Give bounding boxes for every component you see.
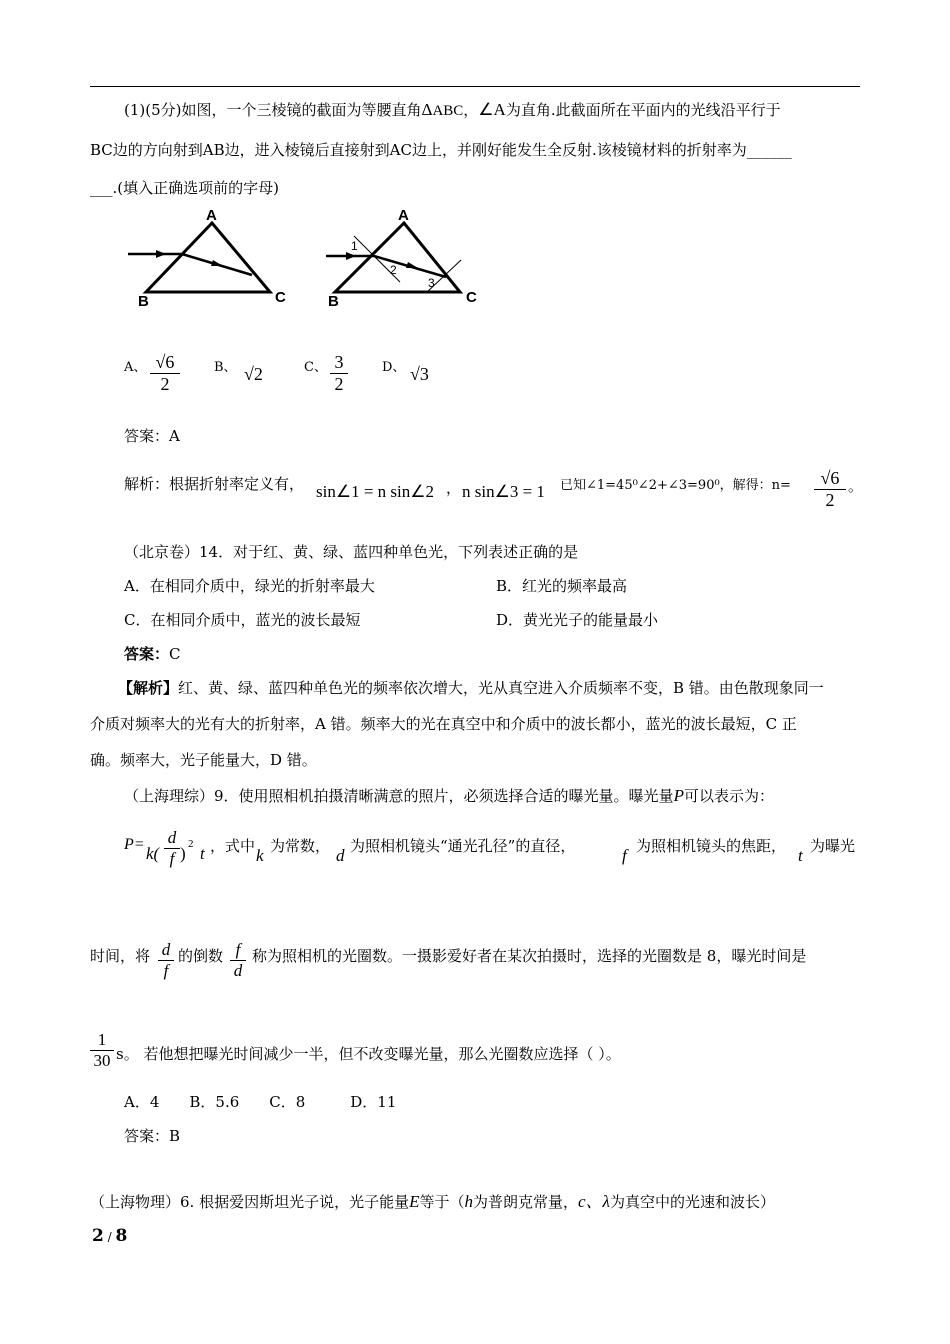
q3-t: t: [798, 846, 803, 865]
q1-angle-a: ∠A: [478, 100, 506, 119]
q3-formula-d: d: [167, 828, 177, 847]
top-rule: [90, 86, 860, 87]
q1-line2: BC边的方向射到AB边，进入棱镜后直接射到AC边上，并刚好能发生全反射.该棱镜材料的折射率为______: [90, 141, 792, 159]
arrow-head: [346, 252, 356, 260]
q3-time-den: 30: [93, 1051, 111, 1070]
q1-opt-b-label: B、: [214, 360, 237, 375]
q3-text-5: 为曝光: [810, 837, 856, 855]
q3-options: A．4 B．5.6 C．8 D．11: [124, 1093, 397, 1111]
q3-text-1: ，式中: [210, 837, 256, 855]
q3-formula-f: f: [169, 849, 175, 868]
q3-k: k: [256, 846, 264, 865]
q1-comma: ，: [446, 479, 462, 497]
prism-triangle: [146, 223, 270, 292]
q3-formula-p: P=: [124, 836, 145, 853]
q1-n-den: 2: [825, 490, 835, 510]
q1-opt-c-label: C、: [304, 360, 327, 375]
q1-opt-c-den: 2: [334, 374, 344, 394]
q1-end: 。: [848, 477, 864, 495]
q3-line2-c: 称为照相机的光圈数。一摄影爱好者在某次拍摄时，选择的光圈数是 8，曝光时间是: [252, 947, 807, 965]
q3-frac2-num: f: [235, 940, 241, 959]
q1-opt-c-num: 3: [334, 352, 344, 372]
q3-p: P: [673, 786, 684, 805]
q4-e: E: [409, 1192, 420, 1211]
arrow-head: [406, 262, 418, 268]
q2-analysis-3: 确。频率大，光子能量大，D 错。: [90, 751, 317, 769]
prism-figure-right: [318, 205, 488, 310]
q1-opt-d-val: √3: [410, 364, 429, 384]
vertex-b: B: [138, 293, 149, 310]
q1-opt-a-num: √6: [155, 352, 175, 372]
q2-analysis-text: 红、黄、绿、蓝四种单色光的频率依次增大，光从真空进入介质频率不变，B 错。由色散现象同一: [178, 679, 824, 697]
q1-opt-a-label: A、: [124, 360, 147, 375]
q1-opt-d-label: D、: [382, 360, 406, 375]
q3-title-a: （上海理综）9．使用照相机拍摄清晰满意的照片，必须选择合适的曝光量。曝光量: [124, 787, 674, 805]
q1-delta: Δ: [421, 100, 433, 119]
q3-d: d: [336, 846, 345, 865]
vertex-a: A: [206, 207, 217, 224]
page-current: 2: [92, 1226, 104, 1246]
q3-time-frac: [90, 1030, 114, 1071]
angle-label-3: 3: [428, 276, 435, 290]
q3-frac1-den: f: [163, 961, 169, 980]
prism-figure-left: [120, 205, 300, 310]
q2-analysis-label: 【解析】: [118, 679, 179, 697]
q1-answer: 答案：A: [124, 427, 180, 445]
q3-formula-sq: 2: [188, 838, 194, 850]
q2-answer: [124, 644, 181, 664]
q1-line1-a: (1)(5分)如图，一个三棱镜的截面为等腰直角: [124, 101, 422, 119]
q4-text-b: 等于（: [419, 1193, 465, 1211]
q3-title: [124, 786, 774, 806]
q1-opt-b-val: √2: [244, 364, 263, 384]
page-total: 8: [115, 1226, 128, 1246]
vertex-a: A: [398, 207, 409, 224]
q3-frac2-den: d: [233, 961, 243, 980]
q1-opt-c-frac: [330, 352, 348, 395]
q2-analysis-1: [118, 678, 824, 698]
q3-answer-text: 答案：B: [124, 1127, 181, 1145]
q2-opt-a: A．在相同介质中，绿光的折射率最大: [124, 577, 375, 595]
q3-frac1: [158, 940, 174, 981]
q1-eq1: sin∠1 = n sin∠2: [316, 482, 434, 501]
q3-frac1-num: d: [161, 940, 171, 959]
angle-label-1: 1: [351, 239, 358, 253]
q3-formula-k: k(: [146, 844, 160, 863]
q1-abc: ABC，: [432, 103, 479, 119]
page-number: [92, 1226, 127, 1246]
q2-analysis-2: 介质对频率大的光有大的折射率，A 错。频率大的光在真空中和介质中的波长都小，蓝光的波长最短，C 正: [90, 715, 797, 733]
q4-h: h: [464, 1192, 473, 1211]
arrow-head: [156, 250, 166, 258]
q2-answer-label: 答案：: [124, 645, 170, 663]
q2-opt-d: D．黄光光子的能量最小: [496, 611, 659, 629]
q1-line1-b: 为直角.此截面所在平面内的光线沿平行于: [505, 101, 781, 119]
vertex-c: C: [466, 289, 477, 306]
angle-label-2: 2: [390, 263, 397, 277]
q1-line1: [124, 100, 781, 121]
q2-opt-c: C．在相同介质中，蓝光的波长最短: [124, 611, 361, 629]
q2-title: （北京卷）14．对于红、黄、绿、蓝四种单色光，下列表述正确的是: [124, 543, 579, 561]
q3-title-b: 可以表示为：: [683, 787, 774, 805]
q4-c-lambda: c、λ: [578, 1192, 610, 1211]
q3-formula-frac: [164, 828, 180, 869]
vertex-c: C: [275, 289, 286, 306]
q3-formula-t: t: [200, 844, 205, 863]
prism-triangle: [335, 223, 460, 292]
q3-formula-close: ): [180, 844, 186, 863]
q1-n-num: √6: [820, 468, 840, 488]
q3-answer: [124, 1126, 180, 1146]
vertex-b: B: [328, 293, 339, 310]
q1-opt-a-frac: [150, 352, 180, 395]
q3-line2-a: 时间，将: [90, 947, 151, 965]
q1-opt-a-den: 2: [160, 374, 170, 394]
q1-eq2: n sin∠3 = 1: [462, 482, 545, 501]
q4-text-a: （上海物理）6. 根据爱因斯坦光子说，光子能量: [90, 1193, 410, 1211]
q3-text-2: 为常数，: [270, 837, 331, 855]
q4-line: [90, 1192, 775, 1212]
q3-text-4: 为照相机镜头的焦距，: [636, 837, 787, 855]
q1-known: 已知∠1=45⁰∠2+∠3=90⁰，解得：n=: [560, 478, 791, 493]
q3-f: f: [622, 846, 627, 865]
q3-time-num: 1: [97, 1030, 107, 1049]
q1-analysis-prefix: 解析：根据折射率定义有，: [124, 475, 305, 493]
q2-answer-val: C: [169, 645, 181, 663]
q3-line2-b: 的倒数: [178, 947, 224, 965]
q3-frac2: [230, 940, 246, 981]
q1-n-frac: [814, 468, 846, 511]
q3-text-3: 为照相机镜头“通光孔径”的直径，: [350, 837, 576, 855]
q1-line3: ___.(填入正确选项前的字母): [90, 179, 279, 197]
q3-line3: s。 若他想把曝光时间减少一半，但不改变曝光量，那么光圈数应选择（ ）。: [116, 1045, 621, 1063]
arrow-head: [211, 260, 223, 266]
q4-text-d: 为真空中的光速和波长）: [609, 1193, 775, 1211]
q2-opt-b: B．红光的频率最高: [496, 577, 628, 595]
q4-text-c: 为普朗克常量，: [473, 1193, 579, 1211]
page-separator: /: [103, 1230, 116, 1244]
